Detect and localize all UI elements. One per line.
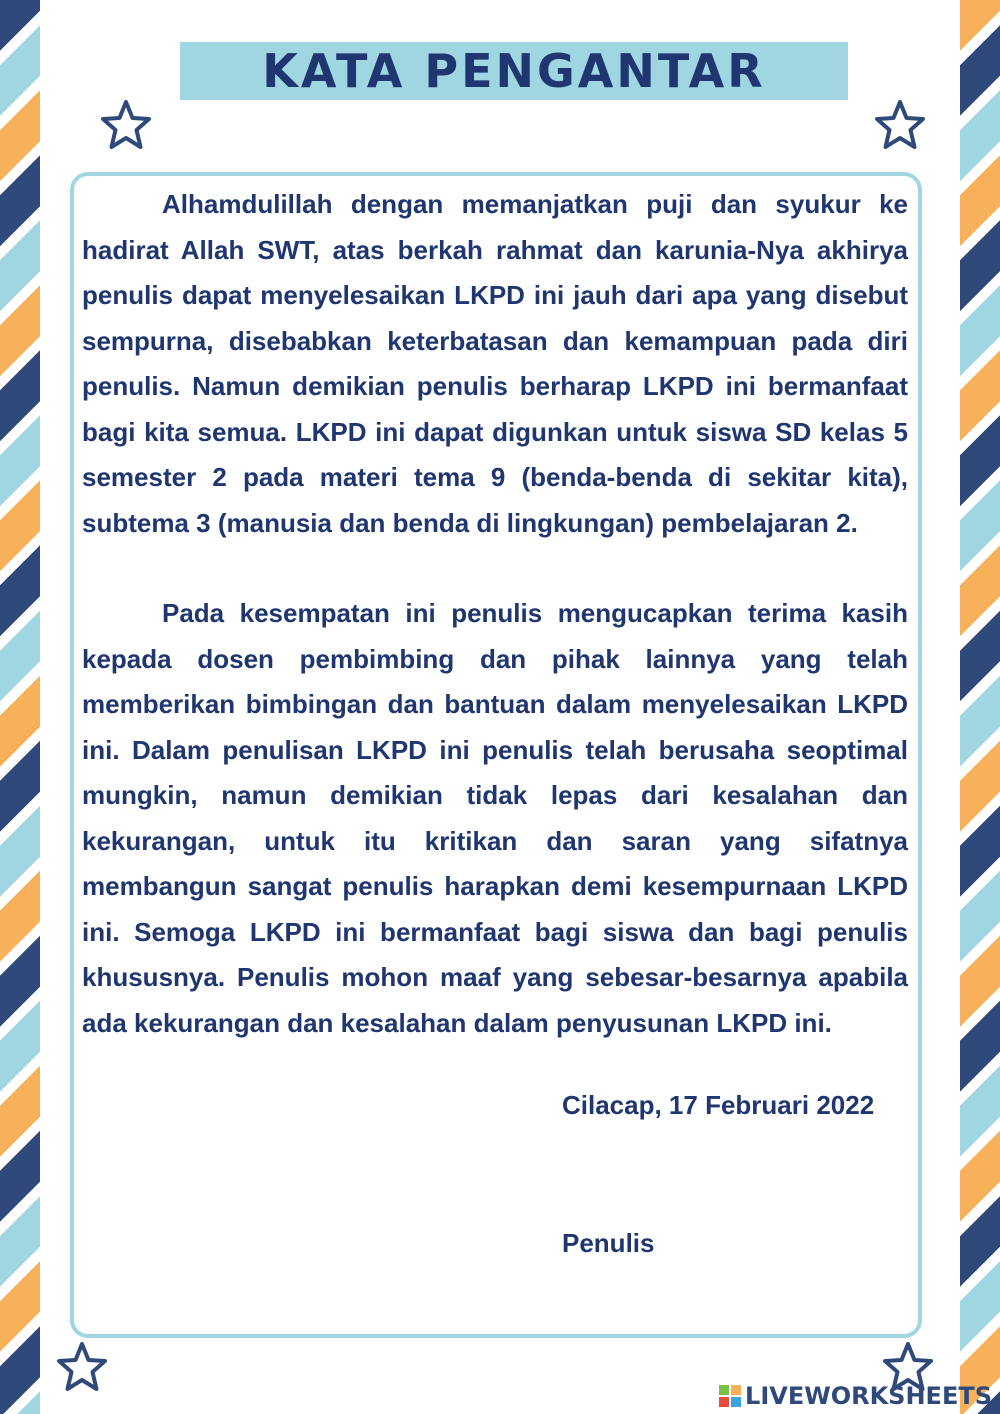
star-icon [872,98,928,154]
right-stripe-border [960,0,1000,1414]
watermark-text: LIVEWORKSHEETS [745,1382,992,1410]
paragraph-1: Alhamdulillah dengan memanjatkan puji dan syukur ke hadirat Allah SWT, atas berkah rahmat dan karunia-Nya akhirya penulis dapat menyelesaikan LKPD ini jauh dari apa yang disebut sempurna, disebabkan keterbatasan dan kemampuan pada diri penulis. Namun demikian penulis berharap LKPD ini bermanfaat bagi kita semua. LKPD ini dapat digunkan untuk siswa SD kelas 5 semester 2 pada materi tema 9 (benda-benda di sekitar kita), subtema 3 (manusia dan benda di lingkungan) pembelajaran 2. [82,189,908,538]
liveworksheets-logo-icon [719,1385,741,1407]
page-title: KATA PENGANTAR [262,44,766,98]
body-text [82,182,908,1046]
title-banner [180,42,848,100]
left-stripe-border [0,0,40,1414]
place-date: Cilacap, 17 Februari 2022 [562,1090,875,1120]
paragraph-2: Pada kesempatan ini penulis mengucapkan terima kasih kepada dosen pembimbing dan pihak lainnya yang telah memberikan bimbingan dan bantuan dalam menyelesaikan LKPD ini. Dalam penulisan LKPD ini penulis telah berusaha seoptimal mungkin, namun demikian tidak lepas dari kesalahan dan kekurangan, untuk itu kritikan dan saran yang sifatnya membangun sangat penulis harapkan demi kesempurnaan LKPD ini. Semoga LKPD ini bermanfaat bagi siswa dan bagi penulis khususnya. Penulis mohon maaf yang sebesar-besarnya apabila ada kekurangan dan kesalahan dalam penyusunan LKPD ini. [82,598,908,1038]
watermark [719,1382,992,1410]
signer-label: Penulis [562,1228,655,1258]
star-icon [98,98,154,154]
star-icon [54,1340,110,1396]
